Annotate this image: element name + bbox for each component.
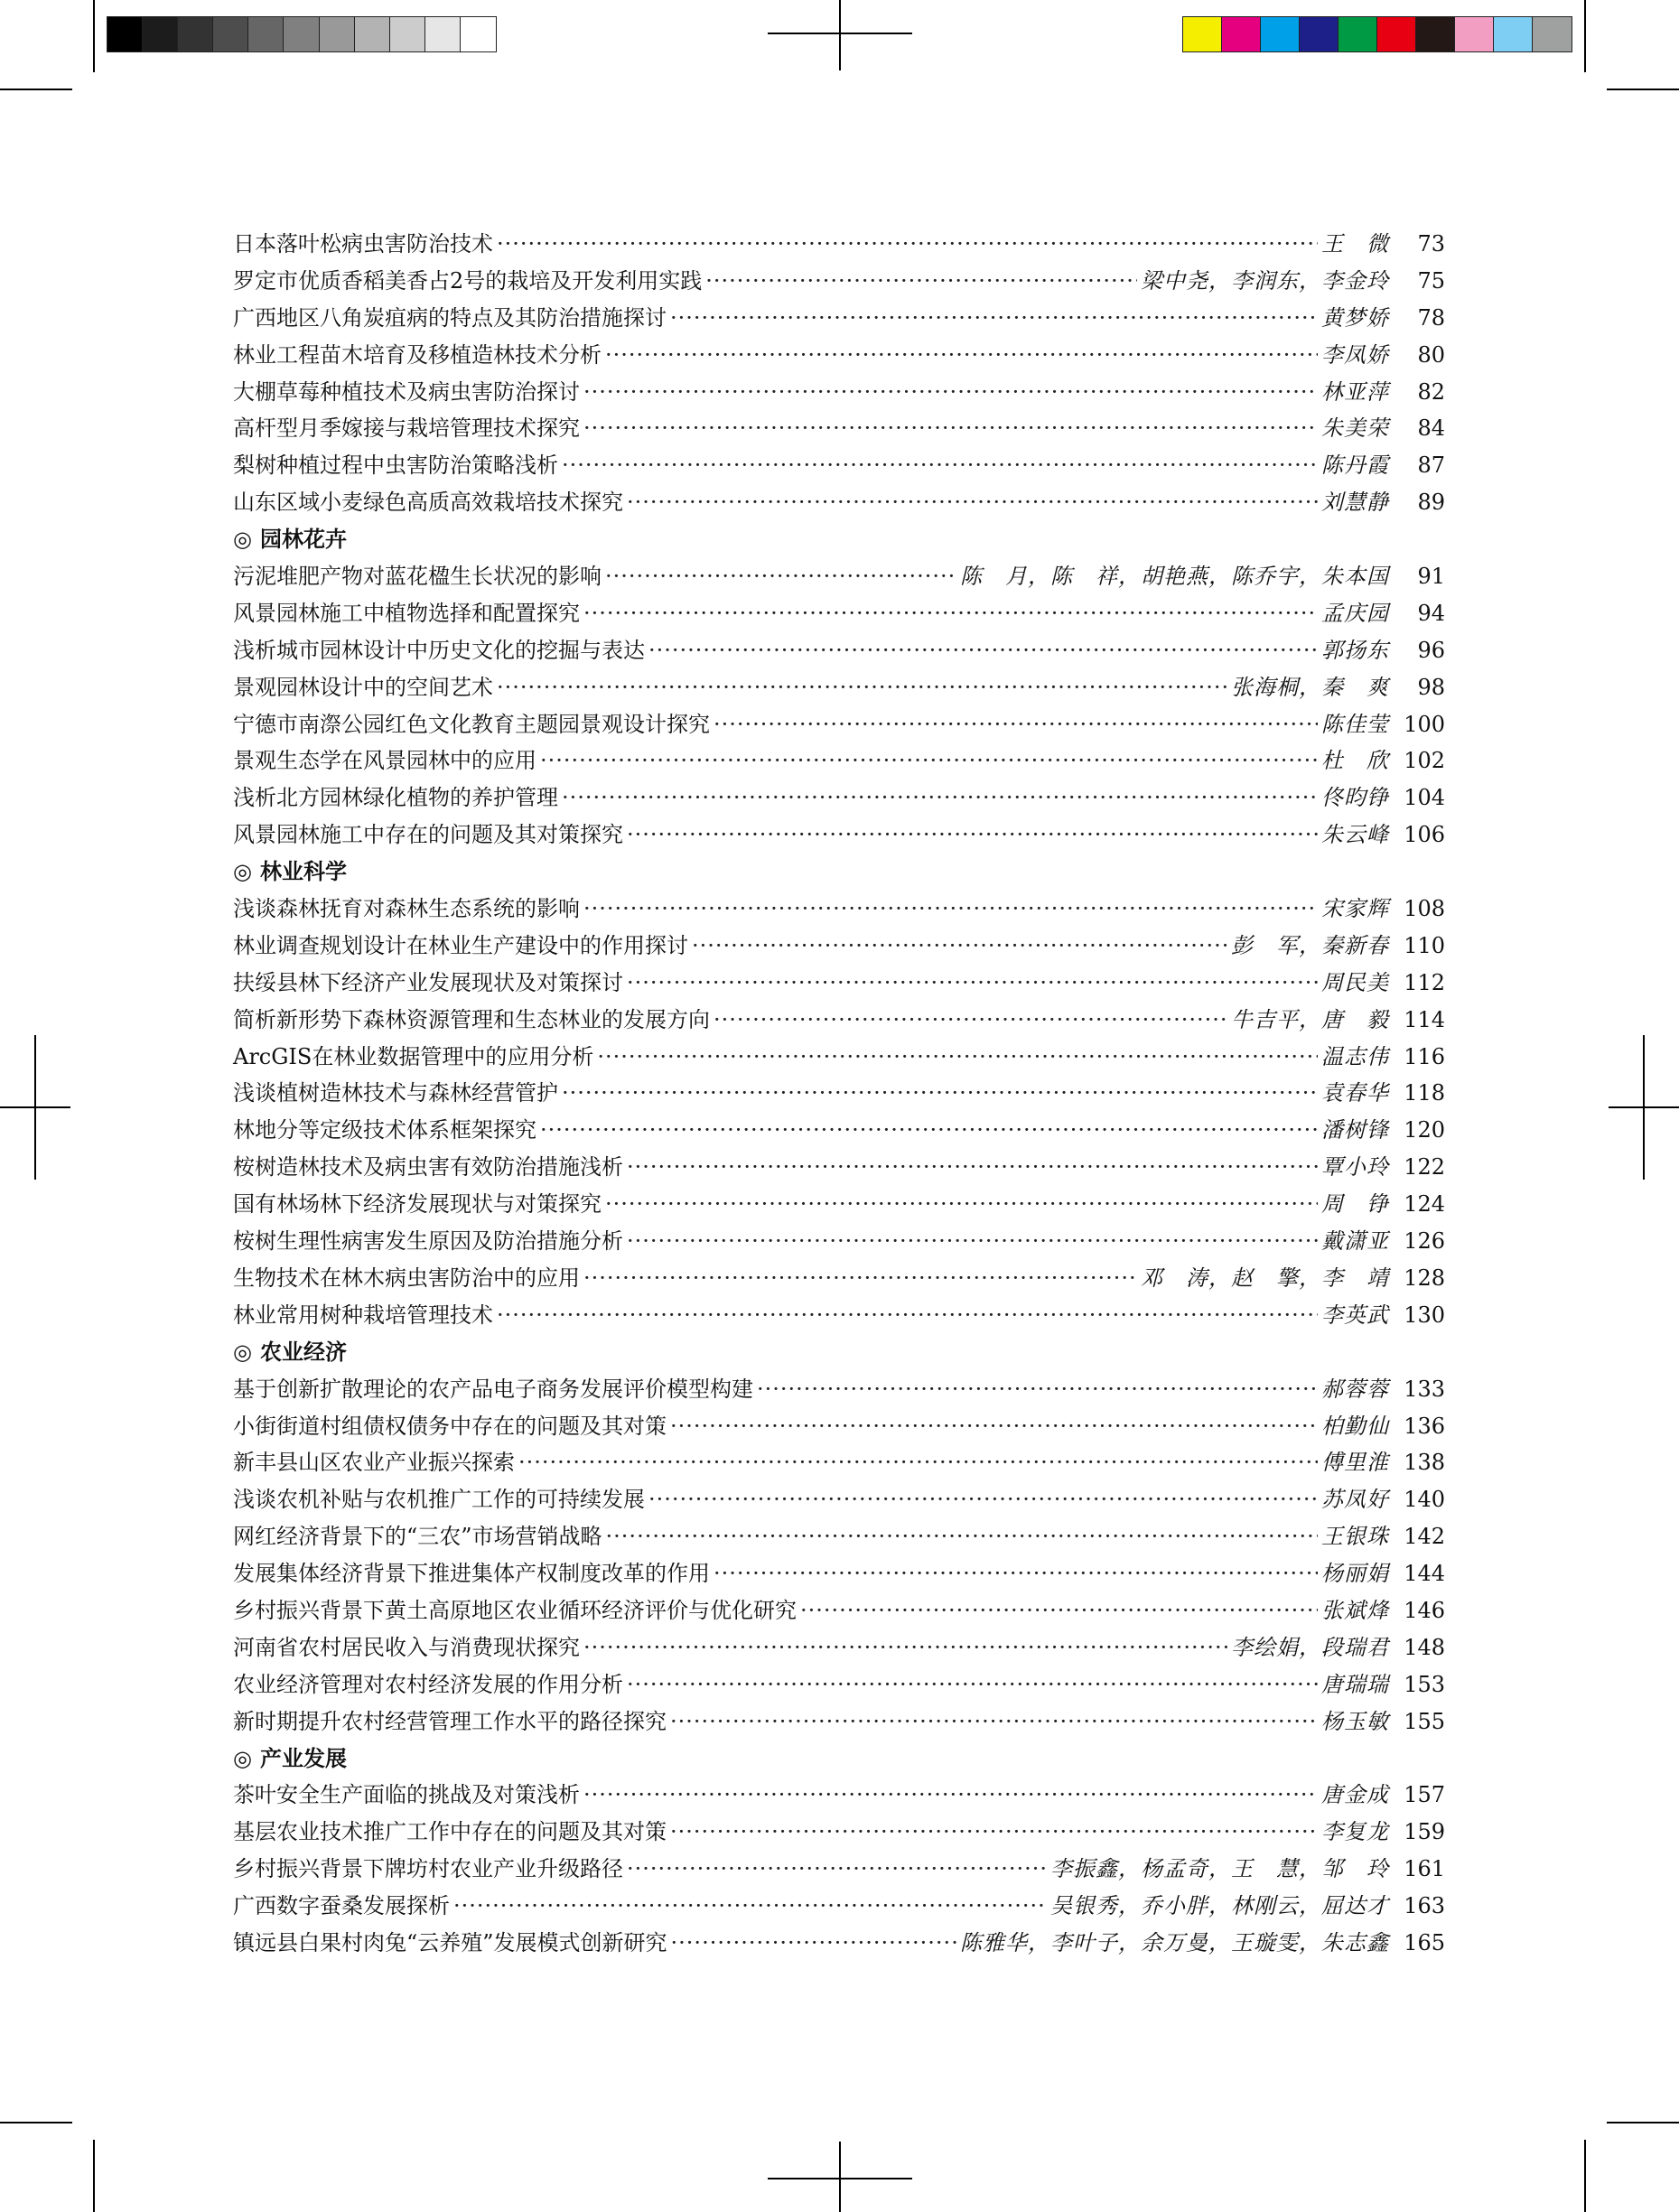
dot-leader [583, 595, 1318, 632]
toc-entry [233, 226, 1445, 263]
entry-title: 浅谈农机补贴与农机推广工作的可持续发展 [233, 1487, 645, 1513]
dot-leader [583, 1260, 1137, 1297]
entry-title: 广西地区八角炭疽病的特点及其防治措施探讨 [233, 304, 667, 331]
toc-entry [233, 410, 1445, 447]
entry-authors: 袁春华 [1321, 1080, 1389, 1106]
toc-entry [233, 1851, 1445, 1888]
toc-entry [233, 742, 1445, 779]
entry-authors: 邓 涛，赵 擎，李 靖 [1141, 1265, 1389, 1291]
dot-leader [453, 1888, 1047, 1925]
section-bullet-icon: ◎ [233, 1744, 252, 1771]
entry-page: 98 [1417, 674, 1445, 700]
section-bullet-icon: ◎ [233, 858, 252, 885]
toc-entry [233, 263, 1445, 300]
section-title: 农业经济 [260, 1338, 347, 1365]
entry-page: 161 [1404, 1856, 1445, 1882]
section-title: 园林花卉 [260, 526, 347, 553]
entry-title: 基于创新扩散理论的农产品电子商务发展评价模型构建 [233, 1376, 753, 1402]
entry-authors: 朱云峰 [1321, 822, 1389, 848]
color-swatch [1494, 17, 1533, 51]
entry-page: 82 [1417, 378, 1445, 405]
entry-authors: 陈雅华，李叶子，余万曼，王璇雯，朱志鑫 [960, 1929, 1389, 1955]
toc-entry [233, 1518, 1445, 1555]
toc-entry [233, 1039, 1445, 1076]
dot-leader [583, 410, 1318, 447]
entry-title: 茶叶安全生产面临的挑战及对策浅析 [233, 1782, 580, 1808]
entry-title: 景观生态学在风景园林中的应用 [233, 748, 536, 774]
entry-authors: 潘树锋 [1321, 1117, 1389, 1143]
toc-entry [233, 1002, 1445, 1039]
entry-authors: 王 微 [1321, 231, 1389, 257]
entry-authors: 黄梦娇 [1321, 304, 1389, 331]
dot-leader [648, 1481, 1318, 1518]
entry-title: 景观园林设计中的空间艺术 [233, 674, 493, 700]
entry-authors: 张海桐，秦 爽 [1231, 674, 1389, 700]
entry-page: 126 [1404, 1228, 1445, 1255]
color-swatch [1222, 17, 1261, 51]
entry-authors: 李绘娟，段瑞君 [1231, 1634, 1389, 1660]
color-swatch [390, 17, 425, 51]
entry-authors: 林亚萍 [1321, 378, 1389, 405]
dot-leader [627, 817, 1318, 854]
entry-page: 130 [1404, 1302, 1445, 1328]
entry-page: 78 [1417, 304, 1445, 331]
dot-leader [692, 928, 1227, 965]
entry-authors: 孟庆园 [1321, 600, 1389, 626]
dot-leader [671, 1925, 956, 1962]
section-heading [233, 1334, 1445, 1371]
toc-entry [233, 374, 1445, 411]
dot-leader [597, 1039, 1318, 1076]
entry-authors: 陈丹霞 [1321, 453, 1389, 479]
color-swatch [248, 17, 284, 51]
toc-entry [233, 1592, 1445, 1629]
dot-leader [605, 558, 956, 595]
toc-entry [233, 891, 1445, 928]
entry-title: 国有林场林下经济发展现状与对策探究 [233, 1191, 602, 1218]
color-swatch [1533, 17, 1572, 51]
dot-leader [627, 484, 1318, 521]
toc-entry [233, 1555, 1445, 1592]
entry-authors: 陈佳莹 [1321, 711, 1389, 737]
color-swatch [1300, 17, 1339, 51]
entry-title: 新丰县山区农业产业振兴探索 [233, 1450, 515, 1476]
entry-page: 116 [1404, 1043, 1445, 1069]
color-swatch [284, 17, 319, 51]
entry-page: 84 [1417, 415, 1445, 442]
entry-page: 87 [1417, 453, 1445, 479]
entry-page: 144 [1404, 1561, 1445, 1587]
entry-page: 128 [1404, 1265, 1445, 1291]
entry-authors: 陈 月，陈 祥，胡艳燕，陈乔宇，朱本国 [960, 564, 1389, 590]
dot-leader [670, 300, 1318, 337]
entry-authors: 刘慧静 [1321, 490, 1389, 516]
section-heading [233, 1741, 1445, 1778]
dot-leader [627, 1223, 1318, 1260]
toc-entry [233, 1149, 1445, 1186]
toc-entry [233, 928, 1445, 965]
toc-entry [233, 1444, 1445, 1481]
dot-leader [670, 1408, 1318, 1445]
process-color-bar [1182, 16, 1572, 52]
entry-authors: 杨玉敏 [1321, 1708, 1389, 1734]
entry-page: 96 [1417, 637, 1445, 663]
dot-leader [670, 1703, 1318, 1741]
entry-page: 114 [1404, 1006, 1445, 1032]
toc-group-a [233, 226, 1445, 521]
color-swatch [1261, 17, 1300, 51]
entry-page: 157 [1404, 1782, 1445, 1808]
section-heading [233, 521, 1445, 558]
section-bullet-icon: ◎ [233, 1338, 252, 1365]
toc-entry [233, 484, 1445, 521]
toc-entry [233, 1297, 1445, 1334]
entry-title: 梨树种植过程中虫害防治策略浅析 [233, 453, 558, 479]
entry-page: 110 [1404, 932, 1445, 958]
toc-entry [233, 1260, 1445, 1297]
dot-leader [605, 1186, 1318, 1223]
entry-page: 102 [1404, 748, 1445, 774]
color-swatch [320, 17, 355, 51]
dot-leader [583, 1629, 1227, 1666]
toc-entry [233, 779, 1445, 817]
dot-leader [518, 1444, 1318, 1481]
entry-title: 新时期提升农村经营管理工作水平的路径探究 [233, 1708, 667, 1734]
entry-title: 林业常用树种栽培管理技术 [233, 1302, 493, 1328]
section-title: 产业发展 [260, 1744, 347, 1771]
dot-leader [583, 374, 1318, 411]
entry-page: 89 [1417, 490, 1445, 516]
dot-leader [583, 1777, 1318, 1814]
entry-page: 75 [1417, 267, 1445, 294]
entry-page: 91 [1417, 564, 1445, 590]
entry-title: 浅析城市园林设计中历史文化的挖掘与表达 [233, 637, 645, 663]
toc-entry [233, 965, 1445, 1002]
entry-page: 159 [1404, 1819, 1445, 1845]
entry-page: 106 [1404, 822, 1445, 848]
entry-page: 118 [1404, 1080, 1445, 1106]
entry-authors: 郝蓉蓉 [1321, 1376, 1389, 1402]
entry-page: 124 [1404, 1191, 1445, 1218]
entry-authors: 牛吉平，唐 毅 [1231, 1006, 1389, 1032]
section-bullet-icon: ◎ [233, 526, 252, 553]
entry-page: 122 [1404, 1154, 1445, 1181]
dot-leader [757, 1371, 1318, 1408]
entry-authors: 苏凤好 [1321, 1487, 1389, 1513]
dot-leader [540, 1112, 1318, 1149]
toc-group-d [233, 1371, 1445, 1741]
entry-title: 生物技术在林木病虫害防治中的应用 [233, 1265, 580, 1291]
toc-entry [233, 595, 1445, 632]
entry-title: 风景园林施工中植物选择和配置探究 [233, 600, 580, 626]
entry-title: 乡村振兴背景下黄土高原地区农业循环经济评价与优化研究 [233, 1597, 797, 1623]
entry-title: 高杆型月季嫁接与栽培管理技术探究 [233, 415, 580, 442]
entry-authors: 佟昀铮 [1321, 785, 1389, 811]
entry-page: 155 [1404, 1708, 1445, 1734]
toc-entry [233, 1223, 1445, 1260]
dot-leader [497, 1297, 1318, 1334]
entry-title: 桉树生理性病害发生原因及防治措施分析 [233, 1228, 623, 1255]
dot-leader [562, 779, 1318, 817]
dot-leader [627, 965, 1318, 1002]
dot-leader [562, 1075, 1318, 1112]
dot-leader [627, 1666, 1318, 1703]
entry-title: ArcGIS在林业数据管理中的应用分析 [233, 1043, 594, 1069]
entry-authors: 吴银秀，乔小胖，林刚云，屈达才 [1050, 1893, 1389, 1919]
toc-entry [233, 706, 1445, 743]
entry-page: 94 [1417, 600, 1445, 626]
toc-entry [233, 1703, 1445, 1741]
entry-page: 165 [1404, 1929, 1445, 1955]
entry-authors: 杨丽娟 [1321, 1561, 1389, 1587]
toc-group-e [233, 1777, 1445, 1961]
entry-authors: 温志伟 [1321, 1043, 1389, 1069]
toc-entry [233, 1629, 1445, 1666]
entry-title: 网红经济背景下的“三农”市场营销战略 [233, 1524, 602, 1550]
dot-leader [627, 1149, 1318, 1186]
entry-authors: 周民美 [1321, 969, 1389, 995]
entry-page: 73 [1417, 231, 1445, 257]
section-title: 林业科学 [260, 858, 347, 885]
entry-page: 146 [1404, 1597, 1445, 1623]
entry-authors: 王银珠 [1321, 1524, 1389, 1550]
entry-page: 133 [1404, 1376, 1445, 1402]
dot-leader [497, 226, 1318, 263]
dot-leader [714, 706, 1318, 743]
toc-entry [233, 1777, 1445, 1814]
entry-page: 163 [1404, 1893, 1445, 1919]
entry-authors: 李振鑫，杨孟奇，王 慧，邹 玲 [1050, 1856, 1389, 1882]
entry-title: 简析新形势下森林资源管理和生态林业的发展方向 [233, 1006, 710, 1032]
toc-entry [233, 1371, 1445, 1408]
color-swatch [178, 17, 213, 51]
entry-authors: 杜 欣 [1321, 748, 1389, 774]
entry-page: 142 [1404, 1524, 1445, 1550]
entry-authors: 傅里淮 [1321, 1450, 1389, 1476]
entry-title: 扶绥县林下经济产业发展现状及对策探讨 [233, 969, 623, 995]
entry-title: 大棚草莓种植技术及病虫害防治探讨 [233, 378, 580, 405]
dot-leader [714, 1555, 1318, 1592]
dot-leader [606, 1518, 1318, 1555]
toc-entry [233, 1112, 1445, 1149]
entry-page: 153 [1404, 1671, 1445, 1697]
entry-title: 林地分等定级技术体系框架探究 [233, 1117, 536, 1143]
entry-authors: 周 铮 [1321, 1191, 1389, 1218]
entry-authors: 李复龙 [1321, 1819, 1389, 1845]
entry-title: 浅析北方园林绿化植物的养护管理 [233, 785, 558, 811]
toc-entry [233, 1481, 1445, 1518]
entry-page: 80 [1417, 341, 1445, 368]
dot-leader [800, 1592, 1318, 1629]
toc-entry [233, 669, 1445, 706]
entry-title: 镇远县白果村肉兔“云养殖”发展模式创新研究 [233, 1929, 667, 1955]
entry-title: 污泥堆肥产物对蓝花楹生长状况的影响 [233, 564, 602, 590]
toc-group-c [233, 891, 1445, 1334]
entry-page: 108 [1404, 896, 1445, 922]
grayscale-color-bar [107, 16, 497, 52]
toc-group-b [233, 558, 1445, 854]
entry-page: 120 [1404, 1117, 1445, 1143]
entry-authors: 覃小玲 [1321, 1154, 1389, 1181]
dot-leader [627, 1851, 1047, 1888]
toc-entry [233, 337, 1445, 374]
toc-entry [233, 1186, 1445, 1223]
entry-title: 林业调查规划设计在林业生产建设中的作用探讨 [233, 932, 688, 958]
entry-title: 小街街道村组债权债务中存在的问题及其对策 [233, 1413, 667, 1439]
dot-leader [705, 263, 1137, 300]
dot-leader [540, 742, 1318, 779]
entry-authors: 唐瑞瑞 [1321, 1671, 1389, 1697]
entry-title: 风景园林施工中存在的问题及其对策探究 [233, 822, 623, 848]
toc-entry [233, 558, 1445, 595]
section-heading [233, 854, 1445, 891]
entry-page: 138 [1404, 1450, 1445, 1476]
color-swatch [425, 17, 461, 51]
entry-authors: 梁中尧，李润东，李金玲 [1141, 267, 1389, 294]
entry-authors: 彭 军，秦新春 [1231, 932, 1389, 958]
entry-authors: 唐金成 [1321, 1782, 1389, 1808]
entry-title: 河南省农村居民收入与消费现状探究 [233, 1634, 580, 1660]
dot-leader [648, 632, 1318, 669]
entry-page: 100 [1404, 711, 1445, 737]
toc-entry [233, 1925, 1445, 1962]
dot-leader [497, 669, 1227, 706]
toc-entry [233, 632, 1445, 669]
entry-title: 农业经济管理对农村经济发展的作用分析 [233, 1671, 623, 1697]
toc-entry [233, 300, 1445, 337]
entry-title: 乡村振兴背景下牌坊村农业产业升级路径 [233, 1856, 623, 1882]
entry-authors: 李英武 [1321, 1302, 1389, 1328]
toc-entry [233, 1814, 1445, 1851]
entry-authors: 张斌烽 [1321, 1597, 1389, 1623]
color-swatch [1416, 17, 1455, 51]
entry-page: 136 [1404, 1413, 1445, 1439]
entry-title: 桉树造林技术及病虫害有效防治措施浅析 [233, 1154, 623, 1181]
dot-leader [562, 447, 1318, 484]
entry-authors: 宋家辉 [1321, 896, 1389, 922]
entry-title: 广西数字蚕桑发展探析 [233, 1893, 450, 1919]
table-of-contents [233, 226, 1445, 1962]
entry-title: 浅谈森林抚育对森林生态系统的影响 [233, 896, 580, 922]
toc-entry [233, 1075, 1445, 1112]
entry-title: 林业工程苗木培育及移植造林技术分析 [233, 341, 602, 368]
entry-title: 浅谈植树造林技术与森林经营管护 [233, 1080, 558, 1106]
color-swatch [355, 17, 390, 51]
entry-page: 140 [1404, 1487, 1445, 1513]
entry-authors: 朱美荣 [1321, 415, 1389, 442]
entry-page: 104 [1404, 785, 1445, 811]
color-swatch [1339, 17, 1377, 51]
color-swatch [1183, 17, 1222, 51]
entry-title: 基层农业技术推广工作中存在的问题及其对策 [233, 1819, 667, 1845]
entry-page: 148 [1404, 1634, 1445, 1660]
entry-authors: 郭扬东 [1321, 637, 1389, 663]
toc-entry [233, 1888, 1445, 1925]
color-swatch [107, 17, 143, 51]
dot-leader [670, 1814, 1318, 1851]
entry-authors: 柏勤仙 [1321, 1413, 1389, 1439]
toc-entry [233, 817, 1445, 854]
dot-leader [583, 891, 1318, 928]
entry-title: 发展集体经济背景下推进集体产权制度改革的作用 [233, 1561, 710, 1587]
entry-title: 日本落叶松病虫害防治技术 [233, 231, 493, 257]
toc-entry [233, 447, 1445, 484]
color-swatch [1377, 17, 1416, 51]
entry-title: 宁德市南漈公园红色文化教育主题园景观设计探究 [233, 711, 710, 737]
color-swatch [461, 17, 496, 51]
entry-authors: 李凤娇 [1321, 341, 1389, 368]
color-swatch [213, 17, 248, 51]
entry-title: 罗定市优质香稻美香占2号的栽培及开发利用实践 [233, 267, 703, 294]
entry-page: 112 [1404, 969, 1445, 995]
dot-leader [605, 337, 1318, 374]
color-swatch [1455, 17, 1494, 51]
toc-entry [233, 1666, 1445, 1703]
entry-title: 山东区域小麦绿色高质高效栽培技术探究 [233, 490, 623, 516]
dot-leader [714, 1002, 1227, 1039]
color-swatch [143, 17, 178, 51]
entry-authors: 戴潇亚 [1321, 1228, 1389, 1255]
toc-entry [233, 1408, 1445, 1445]
